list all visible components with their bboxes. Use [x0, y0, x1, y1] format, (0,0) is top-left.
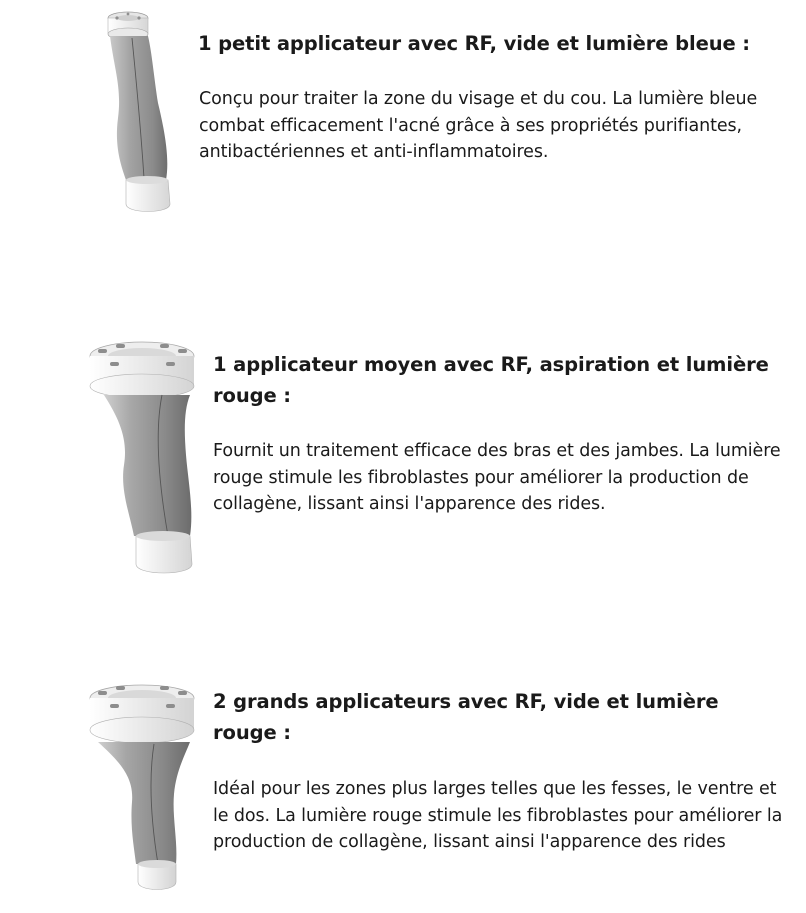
- large-applicator-icon: [84, 682, 206, 896]
- item-title: 2 grands applicateurs avec RF, vide et lumière rouge :: [213, 690, 719, 744]
- item-description: Idéal pour les zones plus larges telles que les fesses, le ventre et le dos. La lumière rouge stimule les fibroblastes pour améliorer la production de collagène, lissant ainsi l'apparence des rides: [213, 779, 783, 852]
- small-applicator-icon: [100, 8, 190, 218]
- medium-applicator-icon: [86, 340, 206, 578]
- item-description: Fournit un traitement efficace des bras et des jambes. La lumière rouge stimule les fibroblastes pour améliorer la production de collagène, lissant ainsi l'apparence des rides.: [213, 441, 781, 514]
- item-description: Conçu pour traiter la zone du visage et du cou. La lumière bleue combat efficacement l'acné grâce à ses propriétés purifiantes, antibactériennes et anti-inflammatoires.: [199, 89, 758, 162]
- item-title: 1 applicateur moyen avec RF, aspiration et lumière rouge :: [213, 353, 769, 407]
- item-title: 1 petit applicateur avec RF, vide et lumière bleue :: [198, 32, 750, 55]
